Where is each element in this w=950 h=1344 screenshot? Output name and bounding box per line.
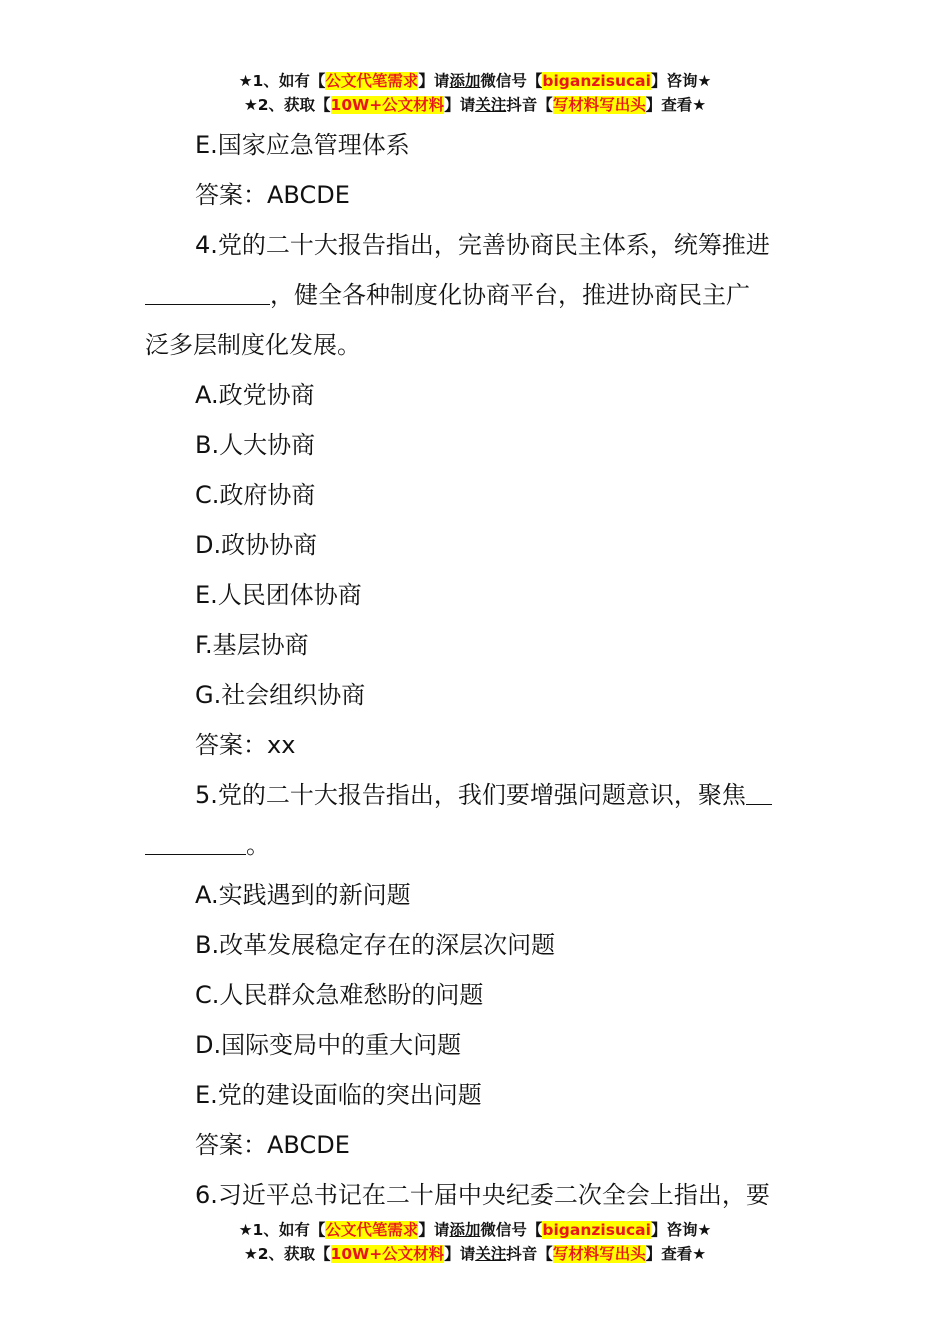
banner-highlight: 10W+公文材料 bbox=[330, 1245, 445, 1263]
option-line: E.党的建设面临的突出问题 bbox=[195, 1081, 482, 1109]
option-line: C.人民群众急难愁盼的问题 bbox=[195, 981, 484, 1009]
option-line: E.人民团体协商 bbox=[195, 581, 362, 609]
option-line: C.政府协商 bbox=[195, 481, 316, 509]
option-line: D.国际变局中的重大问题 bbox=[195, 1031, 462, 1059]
banner-line-1: ★1、如有【公文代笔需求】请添加微信号【biganzisucai】咨询★ bbox=[238, 1221, 712, 1239]
footer-banner bbox=[0, 1218, 950, 1266]
document-body bbox=[145, 120, 810, 1220]
banner-wechat-id: biganzisucai bbox=[542, 1221, 651, 1239]
banner-emphasis: 关注 bbox=[475, 1245, 507, 1263]
banner-douyin-account: 写材料写出头 bbox=[552, 1245, 646, 1263]
answer-line: 答案：xx bbox=[195, 731, 296, 759]
question-stem-continued: ，健全各种制度化协商平台，推进协商民主广 bbox=[145, 270, 810, 320]
banner-emphasis: 关注 bbox=[475, 96, 507, 114]
question-stem-continued: 泛多层制度化发展。 bbox=[145, 331, 361, 359]
option-line: F.基层协商 bbox=[195, 631, 309, 659]
fill-in-blank bbox=[145, 820, 246, 855]
question-stem: 5.党的二十大报告指出，我们要增强问题意识，聚焦 bbox=[145, 770, 810, 820]
banner-highlight: 公文代笔需求 bbox=[325, 1221, 419, 1239]
question-stem-continued: 。 bbox=[145, 820, 810, 870]
question-stem: 4.党的二十大报告指出，完善协商民主体系，统筹推进 bbox=[195, 231, 770, 259]
banner-line-2: ★2、获取【10W+公文材料】请关注抖音【写材料写出头】查看★ bbox=[243, 1245, 707, 1263]
option-line: A.实践遇到的新问题 bbox=[195, 881, 411, 909]
option-line: B.改革发展稳定存在的深层次问题 bbox=[195, 931, 556, 959]
banner-emphasis: 添加 bbox=[449, 72, 481, 90]
banner-highlight: 公文代笔需求 bbox=[325, 72, 419, 90]
answer-line: 答案：ABCDE bbox=[195, 181, 350, 209]
option-line: G.社会组织协商 bbox=[195, 681, 366, 709]
answer-line: 答案：ABCDE bbox=[195, 1131, 350, 1159]
question-stem: 6.习近平总书记在二十届中央纪委二次全会上指出，要 bbox=[195, 1181, 770, 1209]
option-line: A.政党协商 bbox=[195, 381, 315, 409]
banner-wechat-id: biganzisucai bbox=[542, 72, 651, 90]
banner-douyin-account: 写材料写出头 bbox=[552, 96, 646, 114]
banner-line-2: ★2、获取【10W+公文材料】请关注抖音【写材料写出头】查看★ bbox=[243, 96, 707, 114]
banner-emphasis: 添加 bbox=[449, 1221, 481, 1239]
header-banner bbox=[0, 69, 950, 117]
banner-highlight: 10W+公文材料 bbox=[330, 96, 445, 114]
option-line: B.人大协商 bbox=[195, 431, 316, 459]
fill-in-blank bbox=[145, 270, 270, 305]
option-line: E.国家应急管理体系 bbox=[195, 131, 410, 159]
option-line: D.政协协商 bbox=[195, 531, 318, 559]
fill-in-blank bbox=[746, 770, 772, 805]
banner-line-1: ★1、如有【公文代笔需求】请添加微信号【biganzisucai】咨询★ bbox=[238, 72, 712, 90]
